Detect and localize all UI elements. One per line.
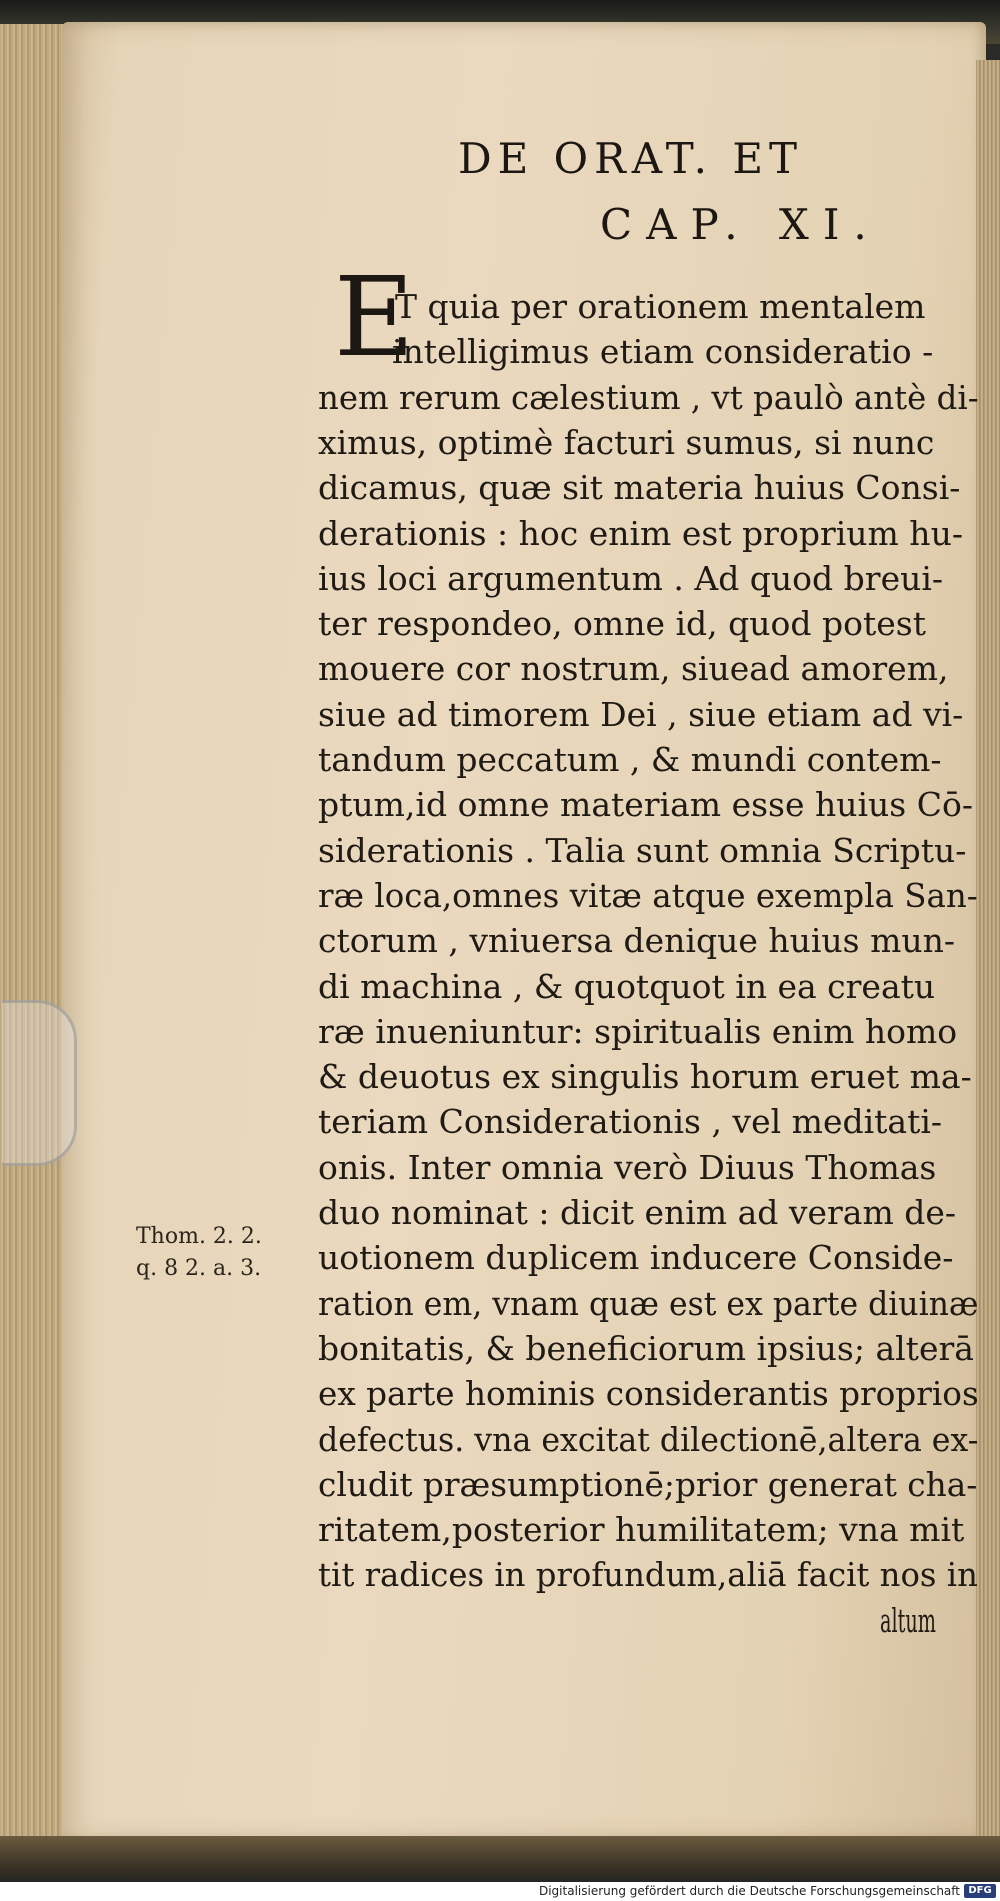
text-line: ex parte hominis considerantis proprios <box>318 1374 979 1414</box>
text-line: nem rerum cælestium , vt paulò antè di- <box>318 377 979 417</box>
text-line: ræ inueniuntur: spiritualis enim homo <box>318 1011 958 1051</box>
text-line: ter respondeo, omne id, quod potest <box>318 604 926 644</box>
text-line: mouere cor nostrum, siuead amorem, <box>318 649 949 689</box>
page-clip <box>2 1000 77 1166</box>
text-line: dicamus, quæ sit materia huius Consi- <box>318 468 961 508</box>
margin-note-line-2: q. 8 2. a. 3. <box>136 1256 262 1281</box>
text-line: siue ad timorem Dei , siue etiam ad vi- <box>318 694 964 734</box>
page-edges-left <box>0 24 66 1854</box>
text-line: derationis : hoc enim est proprium hu- <box>318 513 963 553</box>
text-line: duo nominat : dicit enim ad veram de- <box>318 1193 957 1232</box>
footer-credit: Digitalisierung gefördert durch die Deutsche Forschungsgemeinschaft <box>538 1884 960 1898</box>
margin-note-line-1: Thom. 2. 2. <box>136 1224 262 1249</box>
text-line: ritatem,posterior humilitatem; vna mit <box>318 1510 965 1550</box>
text-line: uotionem duplicem inducere Conside- <box>318 1238 954 1278</box>
page-edges-right <box>976 60 1000 1840</box>
text-line: di machina , & quotquot in ea creatu <box>318 966 936 1006</box>
text-line: siderationis . Talia sunt omnia Scriptu- <box>318 830 967 870</box>
dfg-logo: DFG <box>964 1884 996 1898</box>
text-line: ræ loca,omnes vitæ atque exempla San- <box>318 875 978 915</box>
text-line: defectus. vna excitat dilectionē,altera ex- <box>318 1419 979 1459</box>
text-line: altum <box>880 1600 936 1640</box>
text-line: & deuotus ex singulis horum eruet ma- <box>318 1057 972 1097</box>
text-line: onis. Inter omnia verò Diuus Thomas <box>318 1147 937 1187</box>
text-line: tit radices in profundum,aliā facit nos in <box>318 1555 978 1595</box>
text-line: ius loci argumentum . Ad quod breui- <box>318 558 944 598</box>
text-line: tandum peccatum , & mundi contem- <box>318 740 942 779</box>
text-line: ptum,id omne materiam esse huius Cō- <box>318 785 973 825</box>
drop-cap: E <box>334 253 415 381</box>
text-line: cludit præsumptionē;prior generat cha- <box>318 1464 978 1504</box>
text-line: teriam Considerationis , vel meditati- <box>318 1102 943 1142</box>
text-line: T quia per orationem mentalem <box>395 287 926 326</box>
text-line: ctorum , vniuersa denique huius mun- <box>318 921 956 961</box>
text-line: intelligimus etiam consideratio - <box>392 332 934 372</box>
book-cover-bottom <box>0 1836 1000 1886</box>
text-line: ration em, vnam quæ est ex parte diuinæ <box>318 1283 979 1323</box>
running-header: DE ORAT. ET <box>458 134 803 183</box>
chapter-heading: CAP. XI. <box>600 200 881 249</box>
text-line: bonitatis, & beneficiorum ipsius; alterā <box>318 1328 974 1368</box>
text-line: ximus, optimè facturi sumus, si nunc <box>318 422 935 462</box>
